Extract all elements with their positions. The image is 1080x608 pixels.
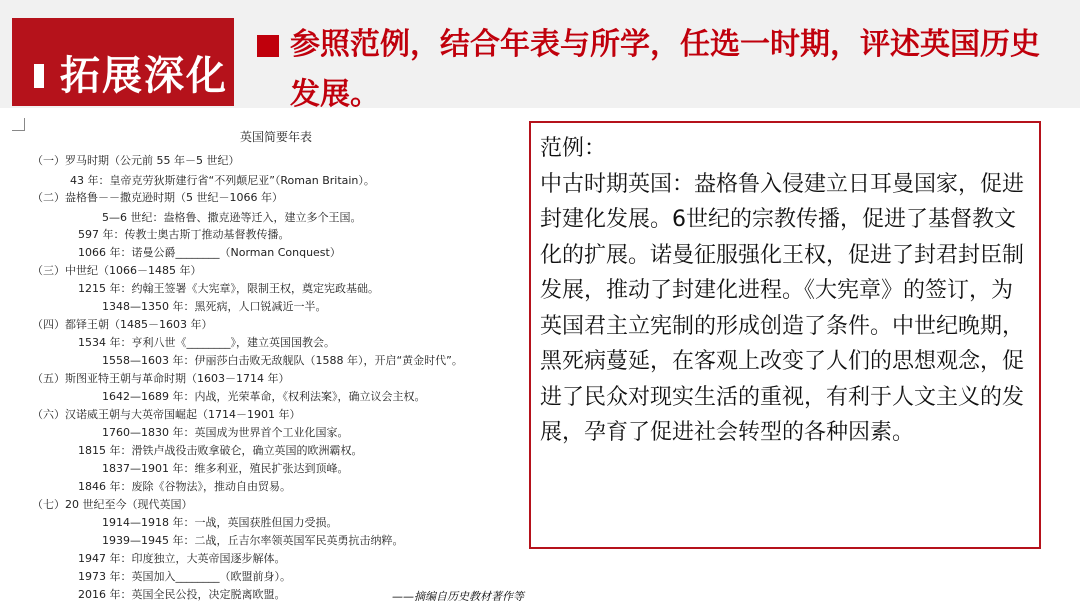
section-label: 拓展深化 [60,52,228,99]
timeline-title: 英国简要年表 [239,130,312,144]
example-box [529,121,1041,549]
task-prompt: 参照范例，结合年表与所学，任选一时期，评述英国历史发展。 [290,27,1040,112]
timeline-event: 1760—1830 年：英国成为世界首个工业化国家。 [102,426,349,439]
timeline-event: 1947 年：印度独立，大英帝国逐步解体。 [78,552,286,565]
timeline-period: （二）盎格鲁－－撒克逊时期（5 世纪－1066 年） [32,191,283,204]
timeline-source: ——摘编自历史教材著作等 [392,590,524,603]
task-bullet-square [257,35,279,57]
timeline-period: （五）斯图亚特王朝与革命时期（1603－1714 年） [32,372,290,385]
timeline-event: 1837—1901 年：维多利亚，殖民扩张达到顶峰。 [102,462,349,475]
timeline-event: 1215 年：约翰王签署《大宪章》，限制王权，奠定宪政基础。 [78,282,379,295]
example-heading: 范例： [540,136,607,161]
timeline-event: 5—6 世纪：盎格鲁、撒克逊等迁入，建立多个王国。 [102,211,362,224]
badge-stripe [34,64,44,88]
timeline-event: 1846 年：废除《谷物法》，推动自由贸易。 [78,480,291,493]
timeline-event: 1939—1945 年：二战，丘吉尔率领英国军民英勇抗击纳粹。 [102,534,404,547]
example-body: 中古时期英国：盎格鲁入侵建立日耳曼国家，促进封建化发展。6世纪的宗教传播，促进了基督教文化的扩展。诺曼征服强化王权，促进了封君封臣制发展，推动了封建化进程。《大宪章》的签订，为英国君主立宪制的形成创造了条件。中世纪晚期，黑死病蔓延，在客观上改变了人们的思想观念，促进了民众对现实生活的重视，有利于人文主义的发展，孕育了促进社会转型的各种因素。 [540,171,1025,445]
example-text [540,131,1034,451]
timeline-event: 2016 年：英国全民公投，决定脱离欧盟。 [78,588,286,601]
timeline-event: 43 年：皇帝克劳狄斯建行省“不列颠尼亚”（Roman Britain）。 [70,174,375,187]
timeline-event: 1348—1350 年：黑死病，人口锐减近一半。 [102,300,327,313]
timeline-event: 1558—1603 年：伊丽莎白击败无敌舰队（1588 年），开启“黄金时代”。 [102,354,463,367]
timeline-event: 1066 年：诺曼公爵________（Norman Conquest） [78,246,341,259]
timeline-period: （四）都铎王朝（1485－1603 年） [32,318,213,331]
timeline-period: （三）中世纪（1066－1485 年） [32,264,202,277]
section-badge [12,18,234,106]
timeline-event: 1973 年：英国加入________（欧盟前身）。 [78,570,291,583]
timeline-document [22,128,530,602]
timeline-period: （七）20 世纪至今（现代英国） [32,498,193,511]
timeline-period: （六）汉诺威王朝与大英帝国崛起（1714－1901 年） [32,408,301,421]
timeline-period: （一）罗马时期（公元前 55 年－5 世纪） [32,154,240,167]
timeline-event: 1815 年：滑铁卢战役击败拿破仑，确立英国的欧洲霸权。 [78,444,363,457]
timeline-event: 1642—1689 年：内战，光荣革命，《权利法案》，确立议会主权。 [102,390,426,403]
timeline-event: 1914—1918 年：一战，英国获胜但国力受损。 [102,516,338,529]
timeline-event: 597 年：传教士奥古斯丁推动基督教传播。 [78,228,290,241]
timeline-event: 1534 年：亨利八世《________》，建立英国国教会。 [78,336,335,349]
